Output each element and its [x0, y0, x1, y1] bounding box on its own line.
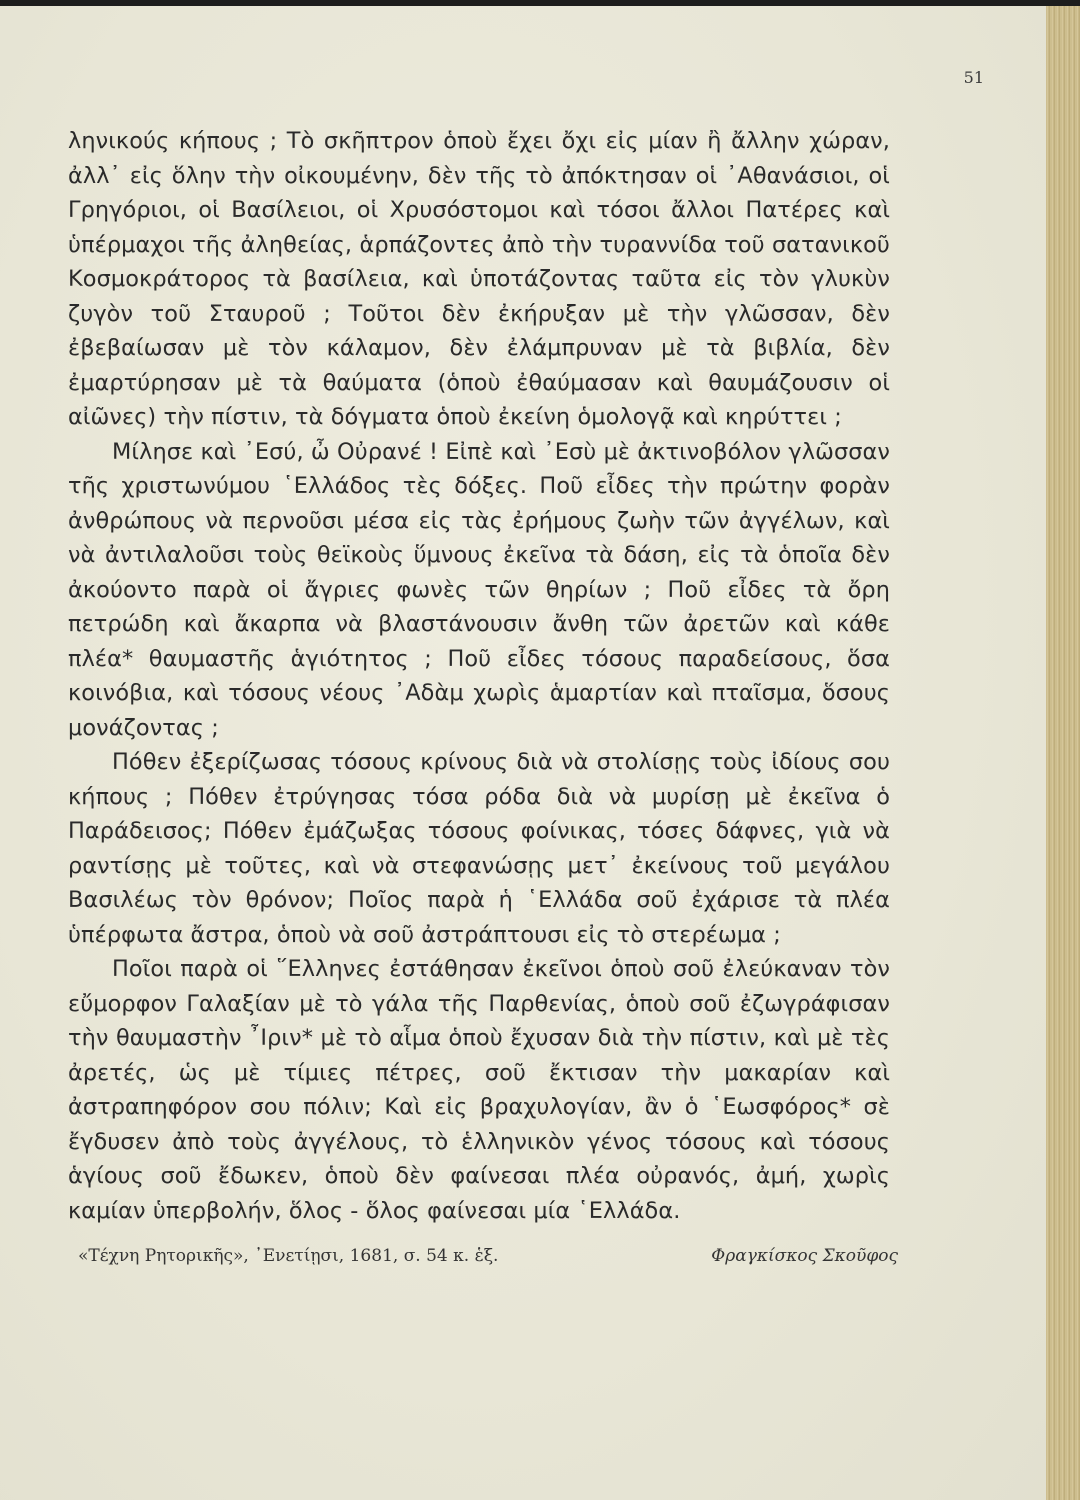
author-name: Φραγκίσκος Σκοῦφος	[711, 1246, 898, 1266]
source-citation: «Τέχνη Ρητορικῆς», ᾿Ενετίῃσι, 1681, σ. 54 κ. ἑξ.	[78, 1246, 499, 1266]
page-number: 51	[963, 68, 984, 87]
paragraph-1: ληνικούς κήπους ; Τὸ σκῆπτρον ὁποὺ ἔχει ὄχι εἰς μίαν ἢ ἄλλην χώραν, ἀλλ᾽ εἰς ὅλην τὴν οἰκουμένην, δὲν τῆς τὸ ἀπόκτησαν οἱ ᾿Αθανάσιοι, οἱ Γρηγόριοι, οἱ Βασίλειοι, οἱ Χρυσόστομοι καὶ τόσοι ἄλλοι Πατέρες καὶ ὑπέρμαχοι τῆς ἀληθείας, ἁρπάζοντες ἀπὸ τὴν τυραννίδα τοῦ σατανικοῦ Κοσμοκράτορος τὰ βασίλεια, καὶ ὑποτάζοντας ταῦτα εἰς τὸν γλυκὺν ζυγὸν τοῦ Σταυροῦ ; Τοῦτοι δὲν ἐκήρυξαν μὲ τὴν γλῶσσαν, δὲν ἐβεβαίωσαν μὲ τὸν κάλαμον, δὲν ἐλάμπρυναν μὲ τὰ βιβλία, δὲν ἐμαρτύρησαν μὲ τὰ θαύματα (ὁποὺ ἐθαύμασαν καὶ θαυμάζουσιν οἱ αἰῶνες) τὴν πίστιν, τὰ δόγματα ὁποὺ ἐκείνη ὁμολογᾷ καὶ κηρύττει ;	[68, 128, 890, 430]
paragraph-2: Μίλησε καὶ ᾿Εσύ, ὦ Οὐρανέ ! Εἰπὲ καὶ ᾿Εσὺ μὲ ἀκτινοβόλον γλῶσσαν τῆς χριστωνύμου ῾Ελλάδος τὲς δόξες. Ποῦ εἶδες τὴν πρώτην φορὰν ἀνθρώπους νὰ περνοῦσι μέσα εἰς τὰς ἐρήμους ζωὴν τῶν ἀγγέλων, καὶ νὰ ἀντιλαλοῦσι τοὺς θεϊκοὺς ὕμνους ἐκεῖνα τὰ δάση, εἰς τὰ ὁποῖα δὲν ἀκούοντο παρὰ οἱ ἄγριες φωνὲς τῶν θηρίων ; Ποῦ εἶδες τὰ ὄρη πετρώδη καὶ ἄκαρπα νὰ βλαστάνουσιν ἄνθη τῶν ἀρετῶν καὶ κάθε πλέα* θαυμαστῆς ἁγιότητος ; Ποῦ εἶδες τόσους παραδείσους, ὅσα κοινόβια, καὶ τόσους νέους ᾿Αδὰμ χωρὶς ἁμαρτίαν καὶ πταῖσμα, ὅσους μονάζοντας ;	[68, 438, 890, 741]
paragraph-3: Πόθεν ἐξερίζωσας τόσους κρίνους διὰ νὰ στολίσῃς τοὺς ἰδίους σου κήπους ; Πόθεν ἐτρύγησας τόσα ρόδα διὰ νὰ μυρίσῃ μὲ ἐκεῖνα ὁ Παράδεισος; Πόθεν ἐμάζωξας τόσους φοίνικας, τόσες δάφνες, γιὰ νὰ ραντίσῃς μὲ τοῦτες, καὶ νὰ στεφανώσῃς μετ᾽ ἐκείνους τοῦ μεγάλου Βασιλέως τὸν θρόνον; Ποῖος παρὰ ἡ ῾Ελλάδα σοῦ ἐχάρισε τὰ πλέα ὑπέρφωτα ἄστρα, ὁποὺ νὰ σοῦ ἀστράπτουσι εἰς τὸ στερέωμα ;	[68, 749, 890, 948]
citation-footer	[78, 1246, 898, 1266]
body-text	[68, 124, 890, 1228]
paragraph-4: Ποῖοι παρὰ οἱ ῞Ελληνες ἐστάθησαν ἐκεῖνοι ὁποὺ σοῦ ἐλεύκαναν τὸν εὔμορφον Γαλαξίαν μὲ τὸ γάλα τῆς Παρθενίας, ὁποὺ σοῦ ἐζωγράφισαν τὴν θαυμαστὴν ῏Ιριν* μὲ τὸ αἷμα ὁποὺ ἔχυσαν διὰ τὴν πίστιν, καὶ μὲ τὲς ἀρετές, ὡς μὲ τίμιες πέτρες, σοῦ ἔκτισαν τὴν μακαρίαν καὶ ἀστραπηφόρον σου πόλιν; Καὶ εἰς βραχυλογίαν, ἂν ὁ ῾Εωσφόρος* σὲ ἔγδυσεν ἀπὸ τοὺς ἀγγέλους, τὸ ἑλληνικὸν γένος τόσους καὶ τόσους ἁγίους σοῦ ἔδωκεν, ὁποὺ δὲν φαίνεσαι πλέα οὐρανός, ἀμή, χωρὶς καμίαν ὑπερβολήν, ὅλος - ὅλος φαίνεσαι μία ῾Ελλάδα.	[68, 956, 890, 1224]
page-edge-stack	[1046, 6, 1080, 1500]
book-page	[0, 6, 1046, 1500]
